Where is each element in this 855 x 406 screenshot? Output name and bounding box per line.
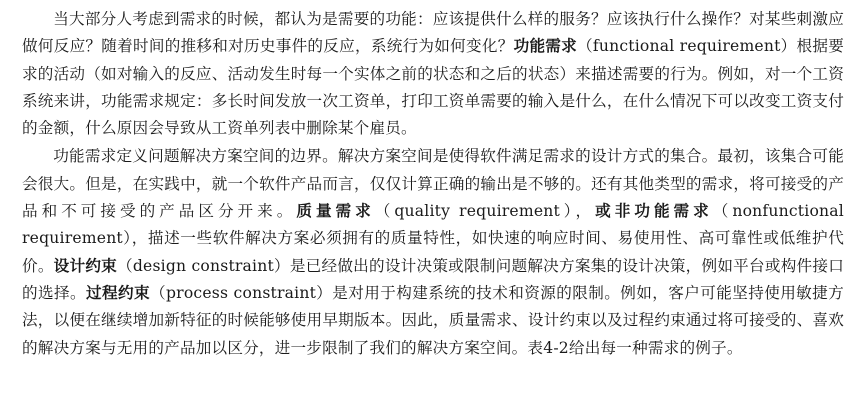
para2-text-3: （nonfunctional requirement），描述一些软件解决方案必须拥有的质量特性，如快速的响应时间、易使用性、高可靠性或低维护代价。 [22, 202, 844, 275]
para1-text-2: （functional requirement）根据要求的活动（如对输入的反应、活动发生时每一个实体之前的状态和之后的状态）来描述需要的行为。例如，对一个工资系统来讲，功能需求规定：多长时间发放一次工资单，打印工资单需要的输入是什么，在什么情况下可以改变工资支付的金额，什么原因会导致从工资单列表中删除某个雇员。 [22, 37, 845, 138]
para2-text-2: （quality requirement）， [374, 202, 596, 221]
term-process-constraint: 过程约束 [86, 283, 150, 302]
para2-text-4: （design constraint）是已经做出的设计决策或限制问题解决方案集的设计决策，例如平台或构件接口的选择。 [22, 256, 844, 302]
paragraph-solution-space [22, 143, 844, 361]
paragraph-functional-requirements [22, 6, 844, 142]
para1-text-1: 当大部分人考虑到需求的时候，都认为是需要的功能：应该提供什么样的服务？应该执行什么操作？对某些刺激应做何反应？随着时间的推移和对历史事件的反应，系统行为如何变化？ [22, 10, 844, 56]
term-design-constraint: 设计约束 [53, 256, 118, 275]
para2-text-1: 功能需求定义问题解决方案空间的边界。解决方案空间是使得软件满足需求的设计方式的集合。最初，该集合可能会很大。但是，在实践中，就一个软件产品而言，仅仅计算正确的输出是不够的。还有其他类型的需求，将可接受的产品和不可接受的产品区分开来。 [22, 147, 844, 221]
term-nonfunctional-requirement: 或非功能需求 [595, 202, 713, 221]
term-quality-requirement: 质量需求 [296, 202, 375, 221]
para2-text-5: （process constraint）是对用于构建系统的技术和资源的限制。例如，客户可能坚持使用敏捷方法，以便在继续增加新特征的时候能够使用早期版本。因此，质量需求、设计约束以及过程约束通过将可接受的、喜欢的解决方案与无用的产品加以区分，进一步限制了我们的解决方案空间。表4-2给出每一种需求的例子。 [22, 283, 844, 357]
term-functional-requirement: 功能需求 [513, 37, 578, 56]
document-page [22, 6, 844, 362]
